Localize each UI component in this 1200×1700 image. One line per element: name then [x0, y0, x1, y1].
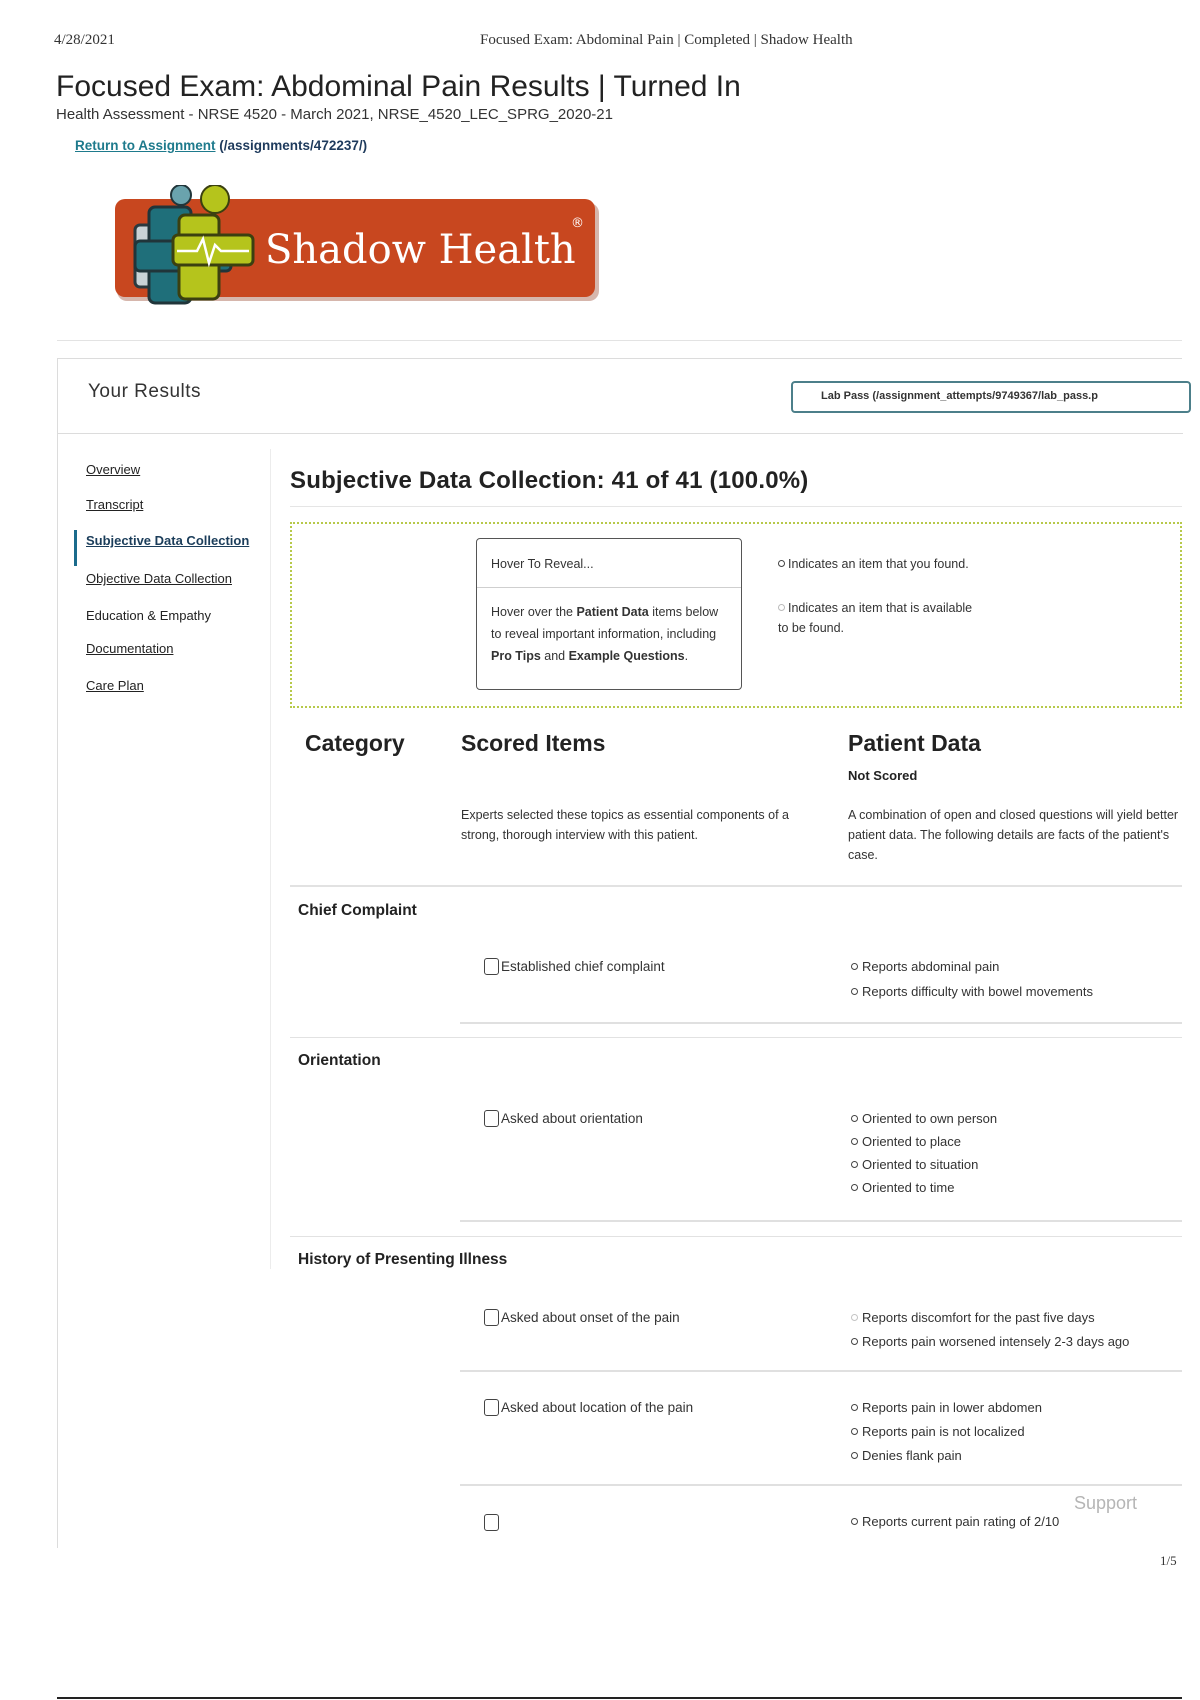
legend-available: Indicates an item that is available to be found. [778, 601, 973, 635]
logo-text: Shadow Health [265, 227, 576, 273]
results-header [58, 359, 1183, 434]
patient-data-item[interactable]: Reports discomfort for the past five days [851, 1310, 1095, 1325]
hover-title: Hover To Reveal... [491, 557, 594, 571]
print-header-title: Focused Exam: Abdominal Pain | Completed | Shadow Health [480, 32, 853, 48]
found-dot-icon [851, 1161, 858, 1168]
patient-data-item[interactable]: Reports pain in lower abdomen [851, 1400, 1042, 1415]
nav-care-plan[interactable]: Care Plan [86, 678, 144, 693]
category-chief-complaint: Chief Complaint [298, 902, 417, 919]
checkbox-icon[interactable] [484, 1399, 499, 1416]
checkbox-icon[interactable] [484, 958, 499, 975]
available-dot-icon [851, 1314, 858, 1321]
not-scored-label: Not Scored [848, 768, 918, 783]
item-rule [460, 1484, 1182, 1486]
nav-subjective-data-collection[interactable]: Subjective Data Collection [86, 533, 250, 548]
item-rule [460, 1220, 1182, 1222]
results-side-nav [58, 449, 271, 1269]
scored-item-orientation: Asked about orientation [484, 1110, 643, 1127]
patient-data-item[interactable]: Denies flank pain [851, 1448, 962, 1463]
patient-data-item[interactable]: Reports pain worsened intensely 2-3 days ago [851, 1334, 1129, 1349]
patient-data-item[interactable]: Reports current pain rating of 2/10 [851, 1514, 1059, 1529]
nav-transcript[interactable]: Transcript [86, 497, 144, 512]
patient-data-item[interactable]: Oriented to own person [851, 1111, 997, 1126]
legend-box [290, 522, 1182, 708]
section-title: Subjective Data Collection: 41 of 41 (100.0%) [290, 467, 809, 494]
legend-found: Indicates an item that you found. [778, 554, 978, 574]
nav-objective-data-collection[interactable]: Objective Data Collection [86, 571, 232, 586]
found-dot-icon [851, 1452, 858, 1459]
patient-data-item[interactable]: Reports abdominal pain [851, 959, 999, 974]
patient-data-item[interactable]: Oriented to situation [851, 1157, 978, 1172]
found-dot-icon [851, 1115, 858, 1122]
column-scored-items: Scored Items [461, 730, 606, 756]
hover-body: Hover over the Patient Data items below to reveal important information, including Pro Tips and Example Questions. [491, 605, 719, 663]
scored-item-onset: Asked about onset of the pain [484, 1309, 680, 1326]
category-rule [290, 1037, 1182, 1038]
results-title: Your Results [88, 381, 202, 402]
nav-documentation[interactable]: Documentation [86, 641, 174, 656]
page-title: Focused Exam: Abdominal Pain Results | Turned In [56, 70, 741, 103]
checkbox-icon[interactable] [484, 1514, 499, 1531]
column-category: Category [305, 730, 405, 756]
found-dot-icon [851, 988, 858, 995]
found-dot-icon [851, 1518, 858, 1525]
page-number: 1/5 [1160, 1553, 1177, 1568]
item-rule [460, 1022, 1182, 1024]
patient-data-item[interactable]: Reports pain is not localized [851, 1424, 1025, 1439]
found-dot-icon [851, 1138, 858, 1145]
return-to-assignment-link[interactable]: Return to Assignment [75, 138, 216, 153]
found-dot-icon [851, 1404, 858, 1411]
checkbox-icon[interactable] [484, 1110, 499, 1127]
section-title-rule [290, 506, 1182, 507]
return-path: (/assignments/472237/) [219, 138, 368, 153]
header-rule [290, 885, 1182, 887]
found-dot-icon [851, 963, 858, 970]
scored-item-location: Asked about location of the pain [484, 1399, 693, 1416]
hover-to-reveal-box [476, 538, 742, 690]
category-orientation: Orientation [298, 1052, 381, 1069]
shadow-health-logo [115, 185, 601, 311]
column-patient-data: Patient Data [848, 730, 981, 756]
lab-pass-button[interactable]: Lab Pass (/assignment_attempts/9749367/lab_pass.p [791, 381, 1191, 413]
patient-data-description: A combination of open and closed questions will yield better patient data. The following details are facts of the patient's case. [848, 808, 1179, 862]
footer-rule [57, 1697, 1182, 1699]
print-date: 4/28/2021 [54, 32, 115, 48]
scored-item-chief-complaint: Established chief complaint [484, 958, 665, 975]
logo-divider [57, 340, 1182, 341]
course-line: Health Assessment - NRSE 4520 - March 2021, NRSE_4520_LEC_SPRG_2020-21 [56, 106, 613, 123]
item-rule [460, 1370, 1182, 1372]
scored-item-pain-rating [484, 1514, 501, 1531]
patient-data-item[interactable]: Reports difficulty with bowel movements [851, 984, 1093, 999]
found-dot-icon [851, 1184, 858, 1191]
scored-items-description: Experts selected these topics as essential components of a strong, thorough interview with this patient. [461, 808, 789, 842]
return-line [75, 138, 367, 153]
hover-rule [477, 587, 741, 588]
available-dot-icon [778, 604, 785, 611]
nav-education-empathy[interactable]: Education & Empathy [86, 608, 212, 623]
logo-registered-mark: ® [571, 216, 584, 231]
nav-active-indicator [74, 530, 77, 566]
checkbox-icon[interactable] [484, 1309, 499, 1326]
found-dot-icon [851, 1428, 858, 1435]
category-history-presenting-illness: History of Presenting Illness [298, 1251, 508, 1268]
patient-data-item[interactable]: Oriented to time [851, 1180, 955, 1195]
support-button[interactable]: Support [1074, 1493, 1138, 1513]
found-dot-icon [851, 1338, 858, 1345]
nav-overview[interactable]: Overview [86, 462, 141, 477]
patient-data-item[interactable]: Oriented to place [851, 1134, 961, 1149]
category-rule [290, 1236, 1182, 1237]
found-dot-icon [778, 560, 785, 567]
